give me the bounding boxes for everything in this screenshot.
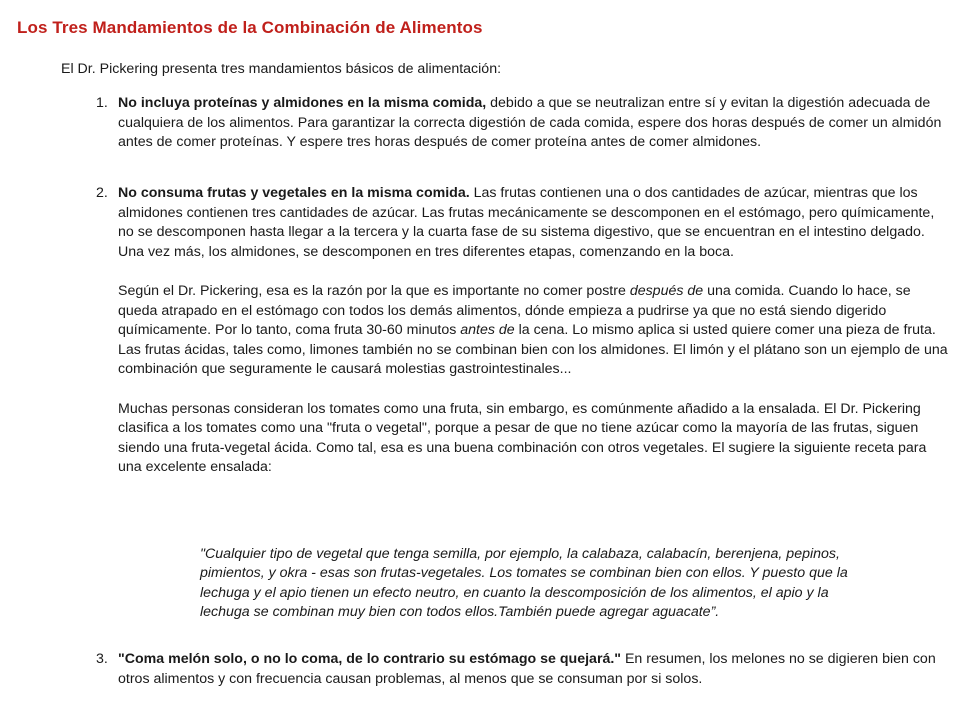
list-item [118,94,948,153]
item-text: una comida. Cuando lo hace, se queda atrapado en el estómago con todos los demás alimentos, dónde empieza a pudrirse ya que no está siendo digerido químicamente. Por lo tanto, coma fruta 30-60 minutos [118,282,911,339]
item-paragraph [118,282,948,380]
intro-paragraph: El Dr. Pickering presenta tres mandamientos básicos de alimentación: [61,61,502,77]
list-item-number: 3. [96,651,108,667]
item-emphasis: después de [629,282,704,299]
item-paragraph [118,184,948,262]
item-paragraph: Muchas personas consideran los tomates como una fruta, sin embargo, es comúnmente añadido a la ensalada. El Dr. Pickering clasifica a los tomates como una "fruta o vegetal", porque a pesar de que no tiene azúcar como la mayoría de las frutas, siguen siendo una fruta-vegetal ácida. Como tal, esa es una buena combinación con otros vegetales. El sugiere la siguiente receta para una excelente ensalada: [118,400,927,476]
item-paragraph [118,650,948,689]
page-title: Los Tres Mandamientos de la Combinación de Alimentos [17,18,483,37]
item-text: Según el Dr. Pickering, esa es la razón por la que es importante no comer postre [118,282,630,299]
list-item-number: 2. [96,185,108,201]
list-item [118,650,948,689]
item-heading: No incluya proteínas y almidones en la misma comida, [118,95,487,111]
item-text: la cena. Lo mismo aplica si usted quiere comer una pieza de fruta. Las frutas ácidas, tales como, limones también no se combinan bien con los almidones. El limón y el plátano son un ejemplo de una combinación que seguramente le causará molestias gastrointestinales... [118,322,948,378]
item-emphasis: antes de [460,322,515,339]
list-item [118,184,948,621]
item-heading: No consuma frutas y vegetales en la misma comida. [118,185,470,201]
item-text: debido a que se neutralizan entre sí y evitan la digestión adecuada de cualquiera de los alimentos. Para garantizar la correcta digestión de cada comida, espere dos horas después de comer un almidón antes de comer proteínas. Y espere tres horas después de comer proteína antes de comer almidones. [118,95,942,151]
recipe-quote: "Cualquier tipo de vegetal que tenga semilla, por ejemplo, la calabaza, calabacín, berenjena, pepinos, pimientos, y okra - esas son frutas-vegetales. Los tomates se combinan bien con ellos. Y puesto que la lechuga y el apio tienen un efecto neutro, en cuanto la descomposición de los alimentos, el apio y la lechuga se combinan muy bien con todos ellos.También puede agregar aguacate”. [200,545,848,621]
list-item-number: 1. [96,95,108,111]
item-heading: "Coma melón solo, o no lo coma, de lo contrario su estómago se quejará." [118,651,622,667]
item-text: Las frutas contienen una o dos cantidades de azúcar, mientras que los almidones contienen tres cantidades de azúcar. Las frutas mecánicamente se descomponen en el estómago, pero químicamente, no se descomponen hasta llegar a la tercera y la cuarta fase de su sistema digestivo, que se encuentran en el intestino delgado. Una vez más, los almidones, se descomponen en tres diferentes etapas, comenzando en la boca. [118,185,935,260]
item-text: En resumen, los melones no se digieren bien con otros alimentos y con frecuencia causan problemas, al menos que se consuman por si solos. [118,651,936,687]
item-paragraph [118,94,948,153]
